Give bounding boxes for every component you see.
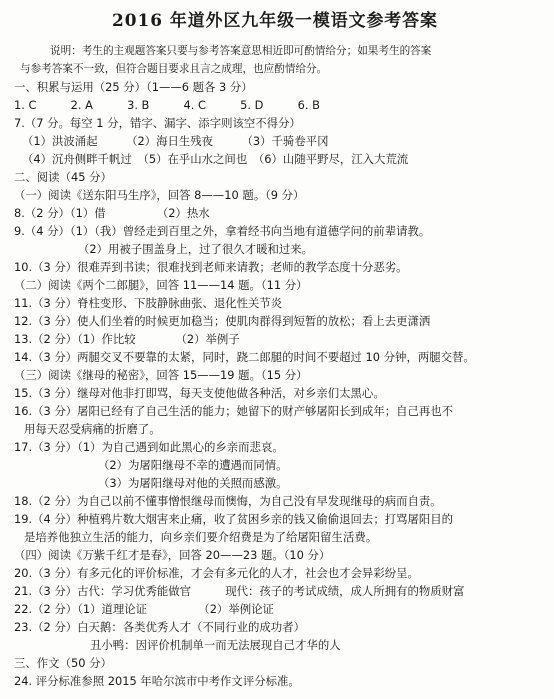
section-heading: 二、阅读（45 分） [14, 170, 112, 184]
answer-line: 用每天忍受病痛的折磨了。 [24, 422, 161, 436]
answer-line: 8.（2 分）（1）借 （2）热水 [14, 206, 210, 220]
note-line-2: 与参考答案不一致，但符合题目要求且言之成理，也应酌情给分。 [20, 63, 328, 75]
answer-line: 17.（3 分）（1）为自己遇到如此黑心的乡亲而悲哀。 [14, 440, 284, 454]
note-line-1: 说明：考生的主观题答案只要与参考答案意思相近即可酌情给分；如果考生的答案 [50, 45, 432, 57]
answer-line: 20.（3 分）有多元化的评价标准，才会有多元化的人才，社会也才会异彩纷呈。 [14, 566, 419, 580]
subsection-heading: （二）阅读《两个二郎腿》，回答 11——14 题。（11 分） [14, 278, 308, 292]
answer-line: 1. C 2. A 3. B 4. C 5. D 6. B [14, 98, 320, 112]
subsection-heading: （三）阅读《继母的秘密》，回答 15——19 题。（15 分） [14, 368, 308, 382]
page-title: 2016 年道外区九年级一模语文参考答案 [112, 11, 438, 31]
answer-line: 12.（3 分）使人们坐着的时候更加稳当；使肌肉群得到短暂的放松；看上去更潇洒 [14, 314, 431, 328]
subsection-heading: （四）阅读《万紫千红才是春》，回答 20——23 题。（10 分） [14, 548, 331, 562]
answer-line: （1）洪波涌起 （2）海日生残夜 （3）千骑卷平冈 [22, 134, 329, 148]
answer-line: 18.（2 分）为自己以前不懂事憎恨继母而懊悔，为自己没有早发现继母的病而自责。 [14, 494, 442, 508]
answer-line: （2）用被子围盖身上，过了很久才暖和过来。 [78, 242, 314, 256]
answer-line: 14.（3 分）两腿交叉不要靠的太紧，同时，跷二郎腿的时间不要超过 10 分钟，两腿交替。 [14, 350, 475, 364]
answer-line: 是培养他独立生活的能力，向乡亲们要介绍费是为了给屠阳留生活费。 [24, 530, 378, 544]
section-heading: 一、积累与运用（25 分）（1——6 题各 3 分） [14, 80, 253, 94]
answer-line: 23.（2 分）白天鹅：各类优秀人才（不同行业的成功者） [14, 620, 305, 634]
answer-line: 19.（4 分）种植鸦片数大烟害来止痛，收了贫困乡亲的钱又偷偷退回去；打骂屠阳目的 [14, 512, 454, 526]
answer-line: 22.（2 分）（1）道理论证 （2）举例论证 [14, 602, 274, 616]
answer-line: （2）为屠阳继母不幸的遭遇而同情。 [98, 458, 288, 472]
answer-line: （4）沉舟侧畔千帆过 （5）在乎山水之间也 （6）山随平野尽，江入大荒流 [22, 152, 409, 166]
section-heading: 三、作文（50 分） [14, 656, 112, 670]
answer-line: 9.（4 分）（1）（我）曾经走到百里之外，拿着经书向当地有道德学问的前辈请教。 [14, 224, 431, 238]
subsection-heading: （一）阅读《送东阳马生序》，回答 8——10 题。（9 分） [14, 188, 305, 202]
answer-line: 15.（3 分）继母对他非打即骂，每天支使他做各种活，对乡亲们太黑心。 [14, 386, 385, 400]
answer-line: 13.（2 分）（1）作比较 （2）举例子 [14, 332, 240, 346]
answer-line: 丑小鸭：因评价机制单一而无法展现自己才华的人 [90, 638, 341, 652]
answer-line: 24. 评分标准参照 2015 年哈尔滨市中考作文评分标准。 [14, 674, 300, 688]
answer-line: 7.（7 分。每空 1 分，错字、漏字、添字则该空不得分） [14, 116, 301, 130]
answer-line: 10.（3 分）很难弄到书读；很难找到老师来请教；老师的教学态度十分恶劣。 [14, 260, 408, 274]
answer-line: 11.（3 分）脊柱变形、下肢静脉曲张、退化性关节炎 [14, 296, 283, 310]
answer-line: 21.（3 分）古代：学习优秀能做官 现代：孩子的考试成绩，成人所拥有的物质财富 [14, 584, 465, 598]
answer-line: （3）为屠阳继母对他的关照而感激。 [98, 476, 288, 490]
answer-line: 16.（3 分）屠阳已经有了自己生活的能力；她留下的财产够屠阳长到成年；自己再也不 [14, 404, 454, 418]
